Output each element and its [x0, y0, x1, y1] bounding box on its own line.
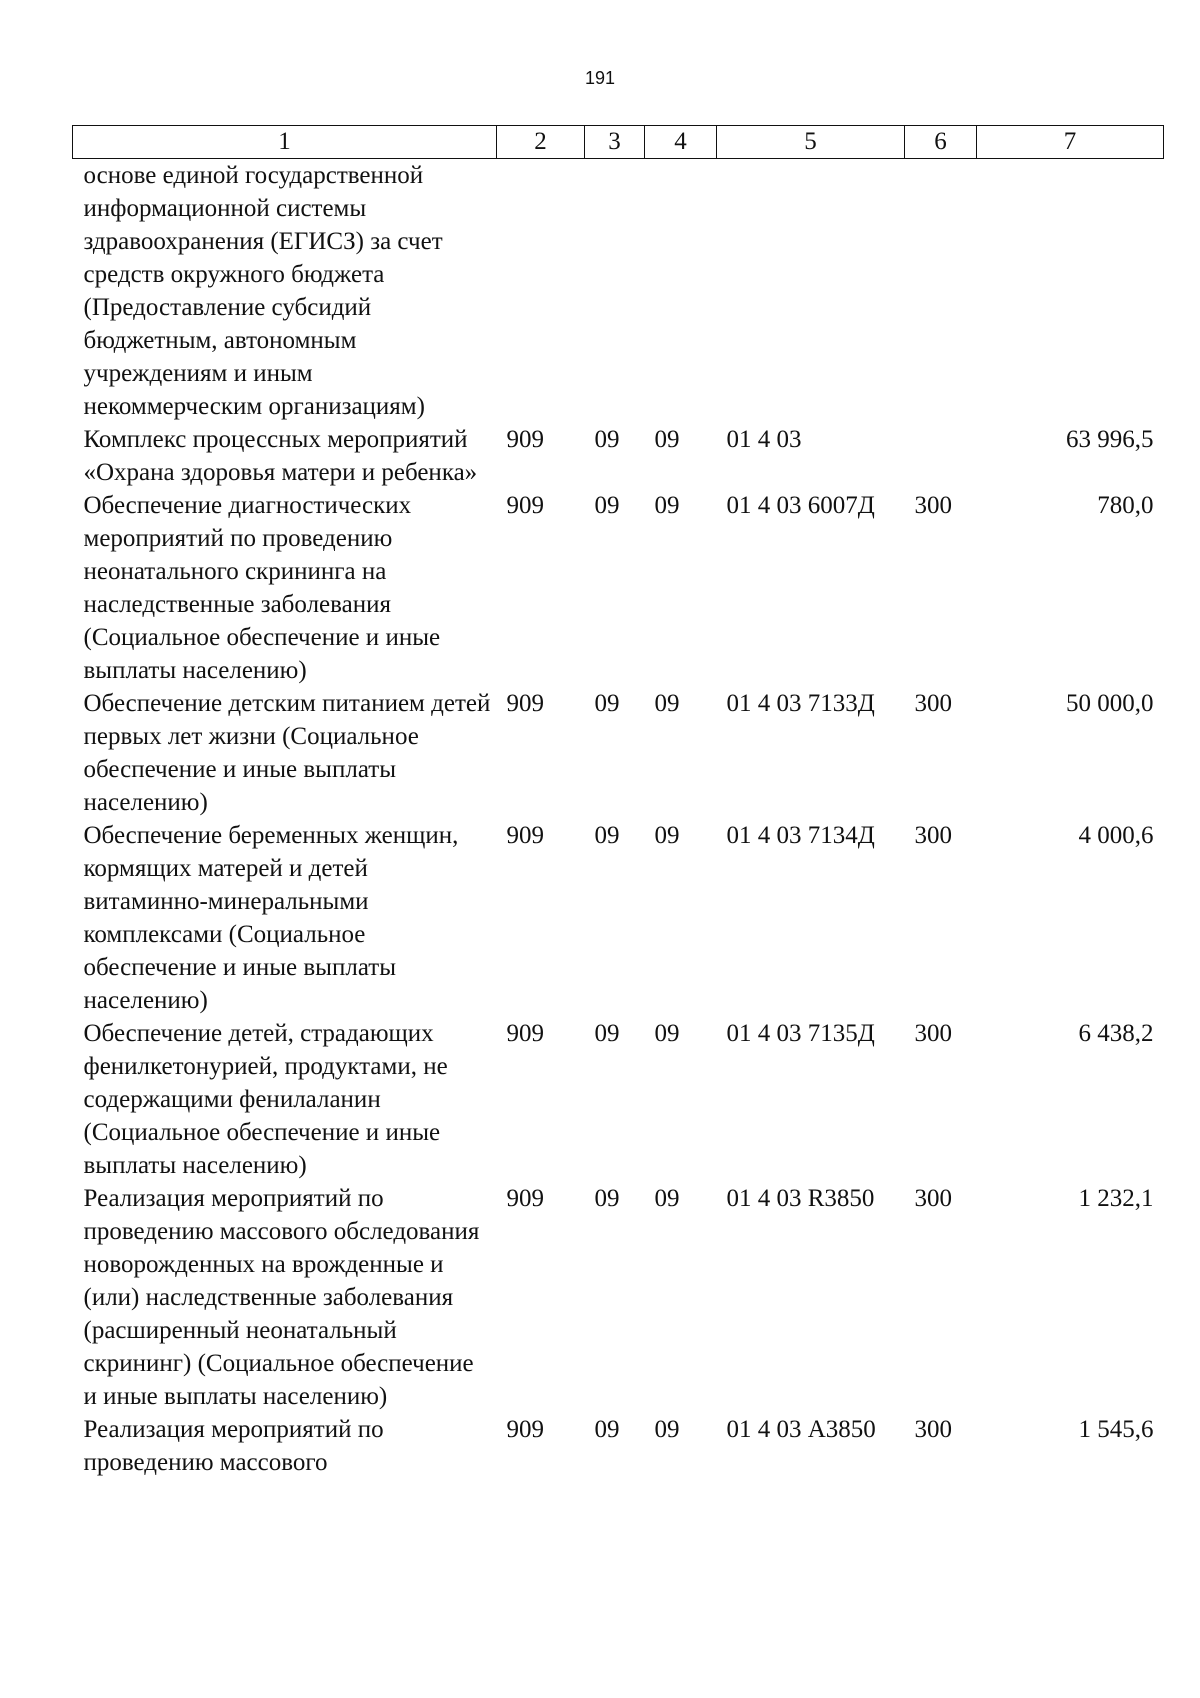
row-col-5: 01 4 03 7134Д: [726, 822, 875, 849]
table-row: [73, 489, 1164, 687]
column-header: 4: [645, 126, 717, 159]
row-col-4: 09: [654, 1185, 680, 1212]
row-col-6: 300: [914, 822, 952, 849]
row-col-4: 09: [654, 690, 680, 717]
row-col-4: 09: [654, 1020, 680, 1047]
row-amount: 1 232,1: [1078, 1185, 1154, 1212]
row-col-6: [905, 423, 977, 489]
table-row: [73, 1182, 1164, 1413]
row-amount: 1 545,6: [1078, 1416, 1154, 1443]
row-col-3: 09: [594, 492, 620, 519]
row-col-6: 300: [914, 690, 952, 717]
row-col-3: 09: [594, 1416, 620, 1443]
row-name: Реализация мероприятий по проведению массового: [83, 1416, 384, 1476]
row-col-3: [585, 159, 645, 424]
table-row: [73, 819, 1164, 1017]
row-col-2: 909: [506, 1020, 544, 1047]
column-header: 7: [977, 126, 1164, 159]
column-header: 2: [497, 126, 585, 159]
row-name: Обеспечение детским питанием детей первых лет жизни (Социальное обеспечение и иные выплаты населению): [83, 690, 491, 816]
page-number: 191: [584, 68, 616, 88]
row-amount: 63 996,5: [1066, 426, 1154, 453]
row-col-2: 909: [506, 690, 544, 717]
table-header-row: [73, 126, 1164, 159]
row-col-2: 909: [506, 1185, 544, 1212]
row-col-3: 09: [594, 1020, 620, 1047]
row-col-4: 09: [654, 1416, 680, 1443]
table-row: [73, 159, 1164, 424]
row-name: Обеспечение беременных женщин, кормящих матерей и детей витаминно-минеральными комплексами (Социальное обеспечение и иные выплаты населению): [83, 822, 459, 1014]
row-col-2: 909: [506, 492, 544, 519]
column-header: 3: [585, 126, 645, 159]
row-amount: [977, 159, 1164, 424]
row-col-6: 300: [914, 1020, 952, 1047]
row-amount: 780,0: [1097, 492, 1154, 519]
table-row: [73, 1017, 1164, 1182]
row-name: Реализация мероприятий по проведению массового обследования новорожденных на врожденные и (или) наследственные заболевания (расширенный неонатальный скрининг) (Социальное обеспечение и иные выплаты населению): [83, 1185, 480, 1410]
row-col-5: 01 4 03 7133Д: [726, 690, 875, 717]
row-col-6: [905, 159, 977, 424]
row-col-4: 09: [654, 492, 680, 519]
row-col-3: 09: [594, 822, 620, 849]
table-row: [73, 1413, 1164, 1479]
row-col-6: 300: [914, 492, 952, 519]
row-col-4: [645, 159, 717, 424]
table-row: [73, 423, 1164, 489]
row-col-2: 909: [506, 426, 544, 453]
row-name: Комплекс процессных мероприятий «Охрана здоровья матери и ребенка»: [83, 426, 478, 486]
row-col-5: 01 4 03 R3850: [726, 1185, 875, 1212]
row-col-5: 01 4 03 А3850: [726, 1416, 876, 1443]
row-col-3: 09: [594, 426, 620, 453]
row-col-6: 300: [914, 1185, 952, 1212]
row-col-4: 09: [654, 822, 680, 849]
row-col-5: 01 4 03: [726, 426, 802, 453]
row-col-2: [497, 159, 585, 424]
row-amount: 4 000,6: [1078, 822, 1154, 849]
row-name: основе единой государственной информационной системы здравоохранения (ЕГИСЗ) за счет средств окружного бюджета (Предоставление субсидий бюджетным, автономным учреждениям и иным некоммерческим организациям): [83, 162, 443, 420]
table-row: [73, 687, 1164, 819]
column-header: 6: [905, 126, 977, 159]
row-amount: 50 000,0: [1066, 690, 1154, 717]
row-name: Обеспечение детей, страдающих фенилкетонурией, продуктами, не содержащими фенилаланин (Социальное обеспечение и иные выплаты населению): [83, 1020, 448, 1179]
row-col-3: 09: [594, 690, 620, 717]
column-header: 1: [73, 126, 497, 159]
row-col-5: [717, 159, 905, 424]
row-col-2: 909: [506, 1416, 544, 1443]
row-col-5: 01 4 03 7135Д: [726, 1020, 875, 1047]
row-col-6: 300: [914, 1416, 952, 1443]
row-col-5: 01 4 03 6007Д: [726, 492, 875, 519]
row-col-3: 09: [594, 1185, 620, 1212]
row-col-4: 09: [654, 426, 680, 453]
budget-table: [72, 125, 1164, 1479]
row-col-2: 909: [506, 822, 544, 849]
row-amount: 6 438,2: [1078, 1020, 1154, 1047]
column-header: 5: [717, 126, 905, 159]
row-name: Обеспечение диагностических мероприятий по проведению неонатального скрининга на наследственные заболевания (Социальное обеспечение и иные выплаты населению): [83, 492, 441, 684]
